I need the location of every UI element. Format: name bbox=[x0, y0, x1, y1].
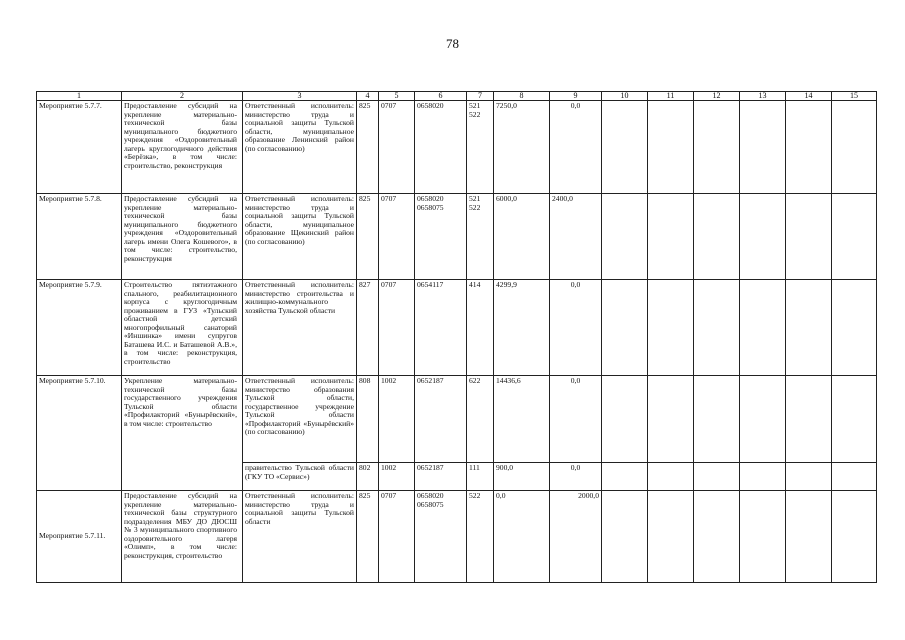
code-cell: 1002 bbox=[379, 376, 415, 463]
empty-cell bbox=[786, 376, 832, 463]
empty-cell bbox=[832, 101, 877, 194]
empty-cell bbox=[694, 101, 740, 194]
empty-cell bbox=[786, 194, 832, 280]
col-header: 14 bbox=[786, 92, 832, 101]
empty-cell bbox=[694, 463, 740, 491]
description-cell: Строительство пятиэтажного спального, реабилитационного корпуса с круглогодичным проживанием в ГУЗ «Тульский областной детский многопрофильный санаторий «Иншинка» имени супругов Баташева И.С. и Баташевой А.В.», в том числе: реконструкция, строительство bbox=[122, 280, 243, 376]
amount-cell: 14436,6 bbox=[494, 376, 550, 463]
empty-cell bbox=[648, 463, 694, 491]
table-row bbox=[37, 194, 877, 280]
code-cell: 0658020 0658075 bbox=[415, 491, 467, 583]
col-header: 2 bbox=[122, 92, 243, 101]
code-cell: 521 522 bbox=[467, 101, 494, 194]
executor-cell: Ответственный исполнитель: министерство труда и социальной защиты Тульской области, муниципальное образование Щекинский район (по согласованию) bbox=[243, 194, 357, 280]
amount-cell: 900,0 bbox=[494, 463, 550, 491]
empty-cell bbox=[602, 101, 648, 194]
table-row bbox=[37, 376, 877, 463]
empty-cell bbox=[740, 463, 786, 491]
table-row bbox=[37, 491, 877, 583]
empty-cell bbox=[740, 194, 786, 280]
col-header: 7 bbox=[467, 92, 494, 101]
amount-cell: 0,0 bbox=[550, 463, 602, 491]
executor-cell: Ответственный исполнитель: министерство труда и социальной защиты Тульской области, муниципальное образование Ленинский район (по согласованию) bbox=[243, 101, 357, 194]
table-row bbox=[37, 101, 877, 194]
amount-cell: 0,0 bbox=[550, 101, 602, 194]
empty-cell bbox=[786, 463, 832, 491]
amount-cell: 2000,0 bbox=[550, 491, 602, 583]
col-header: 10 bbox=[602, 92, 648, 101]
col-header: 11 bbox=[648, 92, 694, 101]
col-header: 6 bbox=[415, 92, 467, 101]
code-cell: 802 bbox=[357, 463, 379, 491]
code-cell: 1002 bbox=[379, 463, 415, 491]
code-cell: 827 bbox=[357, 280, 379, 376]
event-cell: Мероприятие 5.7.10. bbox=[37, 376, 122, 491]
empty-cell bbox=[648, 280, 694, 376]
empty-cell bbox=[832, 376, 877, 463]
amount-cell: 7250,0 bbox=[494, 101, 550, 194]
empty-cell bbox=[786, 101, 832, 194]
empty-cell bbox=[694, 376, 740, 463]
event-cell: Мероприятие 5.7.7. bbox=[37, 101, 122, 194]
executor-cell: правительство Тульской области (ГКУ ТО «Сервис») bbox=[243, 463, 357, 491]
event-cell: Мероприятие 5.7.11. bbox=[37, 491, 122, 583]
code-cell: 808 bbox=[357, 376, 379, 463]
col-header: 13 bbox=[740, 92, 786, 101]
empty-cell bbox=[648, 194, 694, 280]
code-cell: 825 bbox=[357, 194, 379, 280]
empty-cell bbox=[602, 491, 648, 583]
executor-cell: Ответственный исполнитель: министерство труда и социальной защиты Тульской области bbox=[243, 491, 357, 583]
amount-cell: 4299,9 bbox=[494, 280, 550, 376]
code-cell: 522 bbox=[467, 491, 494, 583]
empty-cell bbox=[602, 194, 648, 280]
col-header: 15 bbox=[832, 92, 877, 101]
empty-cell bbox=[832, 491, 877, 583]
col-header: 9 bbox=[550, 92, 602, 101]
col-header: 3 bbox=[243, 92, 357, 101]
col-header: 1 bbox=[37, 92, 122, 101]
executor-cell: Ответственный исполнитель: министерство строительства и жилищно-коммунального хозяйства Тульской области bbox=[243, 280, 357, 376]
code-cell: 825 bbox=[357, 491, 379, 583]
empty-cell bbox=[602, 280, 648, 376]
column-number-row bbox=[37, 92, 877, 101]
event-cell: Мероприятие 5.7.9. bbox=[37, 280, 122, 376]
code-cell: 825 bbox=[357, 101, 379, 194]
page-number: 78 bbox=[446, 36, 459, 51]
code-cell: 0658020 0658075 bbox=[415, 194, 467, 280]
amount-cell: 2400,0 bbox=[550, 194, 602, 280]
code-cell: 622 bbox=[467, 376, 494, 463]
empty-cell bbox=[832, 194, 877, 280]
empty-cell bbox=[648, 101, 694, 194]
code-cell: 521 522 bbox=[467, 194, 494, 280]
empty-cell bbox=[832, 463, 877, 491]
empty-cell bbox=[694, 280, 740, 376]
col-header: 5 bbox=[379, 92, 415, 101]
description-cell: Предоставление субсидий на укрепление материально-технической базы муниципального бюджетного учреждения «Оздоровительный лагерь имени Олега Кошевого», в том числе: строительство, реконструкция bbox=[122, 194, 243, 280]
code-cell: 111 bbox=[467, 463, 494, 491]
code-cell: 0652187 bbox=[415, 376, 467, 463]
col-header: 8 bbox=[494, 92, 550, 101]
empty-cell bbox=[740, 376, 786, 463]
code-cell: 0658020 bbox=[415, 101, 467, 194]
empty-cell bbox=[648, 491, 694, 583]
empty-cell bbox=[694, 491, 740, 583]
code-cell: 414 bbox=[467, 280, 494, 376]
code-cell: 0654117 bbox=[415, 280, 467, 376]
event-cell: Мероприятие 5.7.8. bbox=[37, 194, 122, 280]
empty-cell bbox=[786, 280, 832, 376]
empty-cell bbox=[602, 463, 648, 491]
table-row bbox=[37, 280, 877, 376]
amount-cell: 0,0 bbox=[550, 280, 602, 376]
executor-cell: Ответственный исполнитель: министерство образования Тульской области, государственное учреждение Тульской области «Профилакторий «Бунырёвский» (по согласованию) bbox=[243, 376, 357, 463]
amount-cell: 6000,0 bbox=[494, 194, 550, 280]
code-cell: 0707 bbox=[379, 280, 415, 376]
empty-cell bbox=[694, 194, 740, 280]
budget-table bbox=[36, 91, 877, 583]
amount-cell: 0,0 bbox=[550, 376, 602, 463]
code-cell: 0707 bbox=[379, 194, 415, 280]
empty-cell bbox=[740, 280, 786, 376]
empty-cell bbox=[740, 491, 786, 583]
empty-cell bbox=[740, 101, 786, 194]
code-cell: 0652187 bbox=[415, 463, 467, 491]
empty-cell bbox=[602, 376, 648, 463]
col-header: 12 bbox=[694, 92, 740, 101]
empty-cell bbox=[786, 491, 832, 583]
empty-cell bbox=[648, 376, 694, 463]
code-cell: 0707 bbox=[379, 101, 415, 194]
description-cell: Укрепление материально-технической базы государственного учреждения Тульской области «Профилакторий «Бунырёвский», в том числе: строительство bbox=[122, 376, 243, 491]
description-cell: Предоставление субсидий на укрепление материально-технической базы структурного подразделения МБУ ДО ДЮСШ № 3 муниципального спортивного оздоровительного лагеря «Олимп», в том числе: реконструкция, строительство bbox=[122, 491, 243, 583]
col-header: 4 bbox=[357, 92, 379, 101]
amount-cell: 0,0 bbox=[494, 491, 550, 583]
description-cell: Предоставление субсидий на укрепление материально-технической базы муниципального бюджетного учреждения «Оздоровительный лагерь круглогодичного действия «Берёзка», в том числе: строительство, реконструкция bbox=[122, 101, 243, 194]
empty-cell bbox=[832, 280, 877, 376]
code-cell: 0707 bbox=[379, 491, 415, 583]
